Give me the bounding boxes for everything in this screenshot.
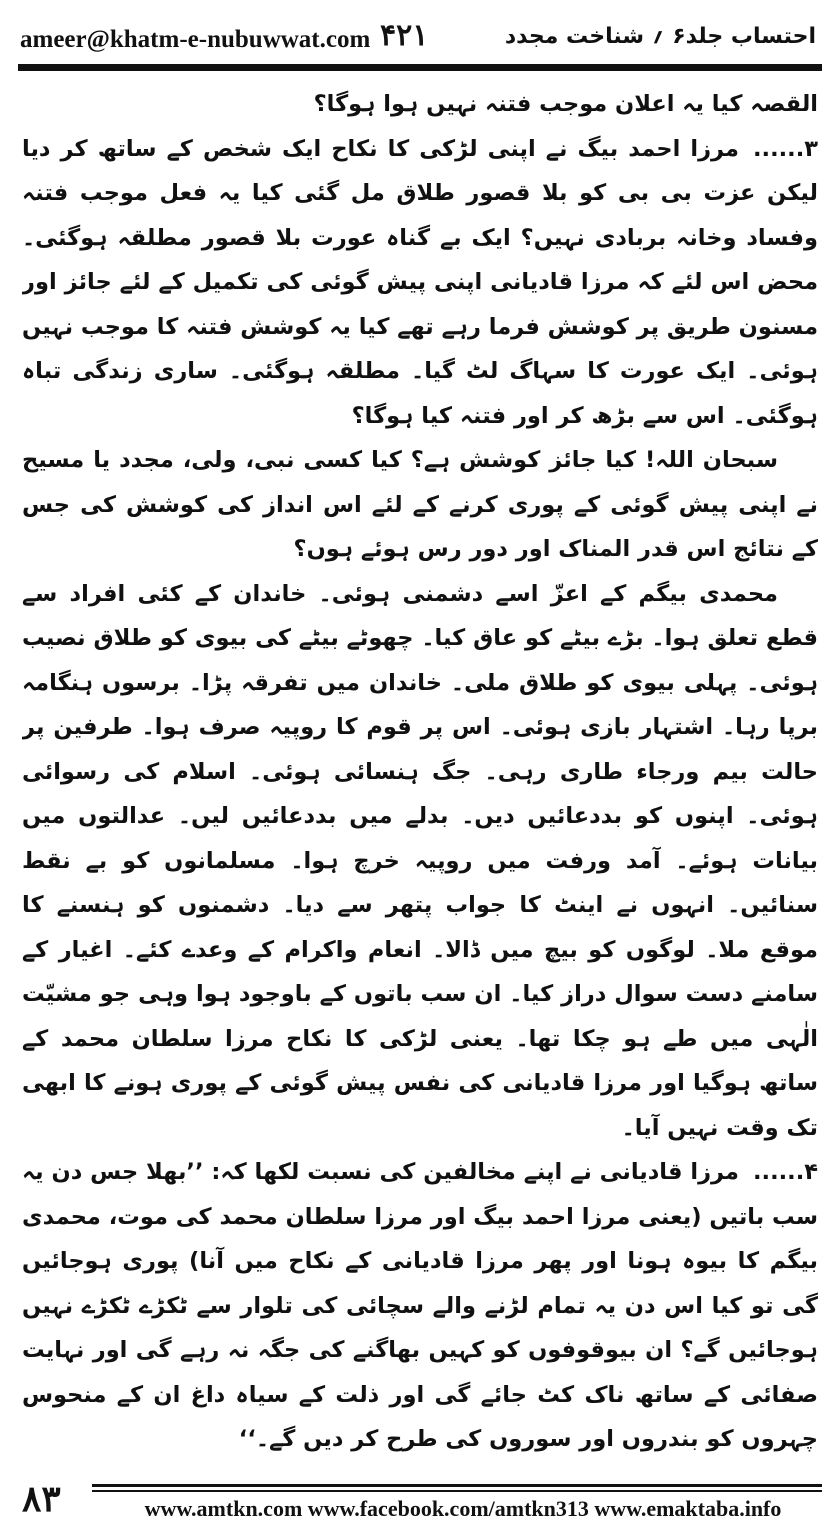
page-footer bbox=[18, 1478, 822, 1528]
footer-links[interactable]: www.amtkn.com www.facebook.com/amtkn313 www.emaktaba.info bbox=[144, 1496, 782, 1521]
page-header bbox=[18, 18, 822, 64]
header-rule bbox=[18, 64, 822, 71]
intro-line: القصہ کیا یہ اعلان موجب فتنہ نہیں ہوا ہوگا؟ bbox=[313, 91, 818, 117]
item-4-number: ۴...... bbox=[752, 1159, 818, 1185]
item-3-number: ۳...... bbox=[752, 135, 818, 162]
footer-page-number: ۸۳ bbox=[22, 1478, 61, 1520]
item-3-text: مرزا احمد بیگ نے اپنی لڑکی کا نکاح ایک شخص کے ساتھ کر دیا لیکن عزت بی بی کو بلا قصور طلاق مل گئی کیا یہ فعل موجب فتنہ وفساد وخانہ بربادی نہیں؟ ایک بے گناہ عورت بلا قصور مطلقہ ہوگئی۔ محض اس لئے کہ مرزا قادیانی اپنی پیش گوئی کی تکمیل کے لئے جائز اور مسنون طریق پر کوشش فرما رہے تھے کیا یہ کوشش فتنہ کا موجب نہیں ہوئی۔ ایک عورت کا سہاگ لٹ گیا۔ مطلقہ ہوگئی۔ ساری زندگی تباہ ہوگئی۔ اس سے بڑھ کر اور فتنہ کیا ہوگا؟ bbox=[22, 135, 818, 429]
header-email[interactable]: ameer@khatm-e-nubuwwat.com bbox=[20, 26, 371, 53]
footer-rule-bottom bbox=[92, 1490, 822, 1492]
header-page-number: ۴۲۱ bbox=[380, 18, 429, 53]
page-body bbox=[22, 82, 818, 1457]
item-3-paragraph bbox=[22, 127, 818, 439]
footer-rule-top bbox=[92, 1484, 822, 1487]
header-book-title: احتساب جلد۶ ؍ شناخت مجدد bbox=[504, 24, 816, 49]
subhan-paragraph: سبحان اللہ! کیا جائز کوشش ہے؟ کیا کسی نبی، ولی، مجدد یا مسیح نے اپنی پیش گوئی کے پوری کرنے کے لئے اس انداز کی کوشش کی جس کے نتائج اس قدر المناک اور دور رس ہوئے ہوں؟ bbox=[22, 447, 818, 562]
muhammadi-paragraph: محمدی بیگم کے اعزّ اسے دشمنی ہوئی۔ خاندان کے کئی افراد سے قطع تعلق ہوا۔ بڑے بیٹے کو عاق کیا۔ چھوٹے بیٹے کی بیوی کو طلاق نصیب ہوئی۔ پہلی بیوی کو طلاق ملی۔ خاندان میں تفرقہ پڑا۔ برسوں ہنگامہ برپا رہا۔ اشتہار بازی ہوئی۔ اس پر قوم کا روپیہ صرف ہوا۔ طرفین پر حالت بیم ورجاء طاری رہی۔ جگ ہنسائی ہوئی۔ اسلام کی رسوائی ہوئی۔ اپنوں کو بددعائیں دیں۔ بدلے میں بددعائیں لیں۔ عدالتوں میں بیانات ہوئے۔ آمد ورفت میں روپیہ خرچ ہوا۔ مسلمانوں کو بے نقط سنائیں۔ انہوں نے اینٹ کا جواب پتھر سے دیا۔ دشمنوں کو ہنسنے کا موقع ملا۔ لوگوں کو بیچ میں ڈالا۔ انعام واکرام کے وعدے کئے۔ اغیار کے سامنے دست سوال دراز کیا۔ ان سب باتوں کے باوجود ہوا وہی جو مشیّت الٰہی میں طے ہو چکا تھا۔ یعنی لڑکی کا نکاح مرزا سلطان محمد کے ساتھ ہوگیا اور مرزا قادیانی کی نفس پیش گوئی کے پوری ہونے کا ابھی تک وقت نہیں آیا۔ bbox=[22, 580, 818, 1141]
item-4-paragraph bbox=[22, 1150, 818, 1457]
item-4-text: مرزا قادیانی نے اپنے مخالفین کی نسبت لکھا کہ: ’’بھلا جس دن یہ سب باتیں (یعنی مرزا احمد بیگ اور مرزا سلطان محمد کی موت، محمدی بیگم کا بیوہ ہونا اور پھر مرزا قادیانی کے نکاح میں آنا) پوری ہوجائیں گی تو کیا اس دن یہ تمام لڑنے والے سچائی کی تلوار سے ٹکڑے ٹکڑے نہیں ہوجائیں گے؟ ان بیوقوفوں کو کہیں بھاگنے کی جگہ نہ رہے گی اور نہایت صفائی کے ساتھ ناک کٹ جائے گی اور ذلت کے سیاہ داغ ان کے منحوس چہروں کو بندروں اور سوروں کی طرح کر دیں گے۔‘‘ bbox=[22, 1159, 818, 1452]
